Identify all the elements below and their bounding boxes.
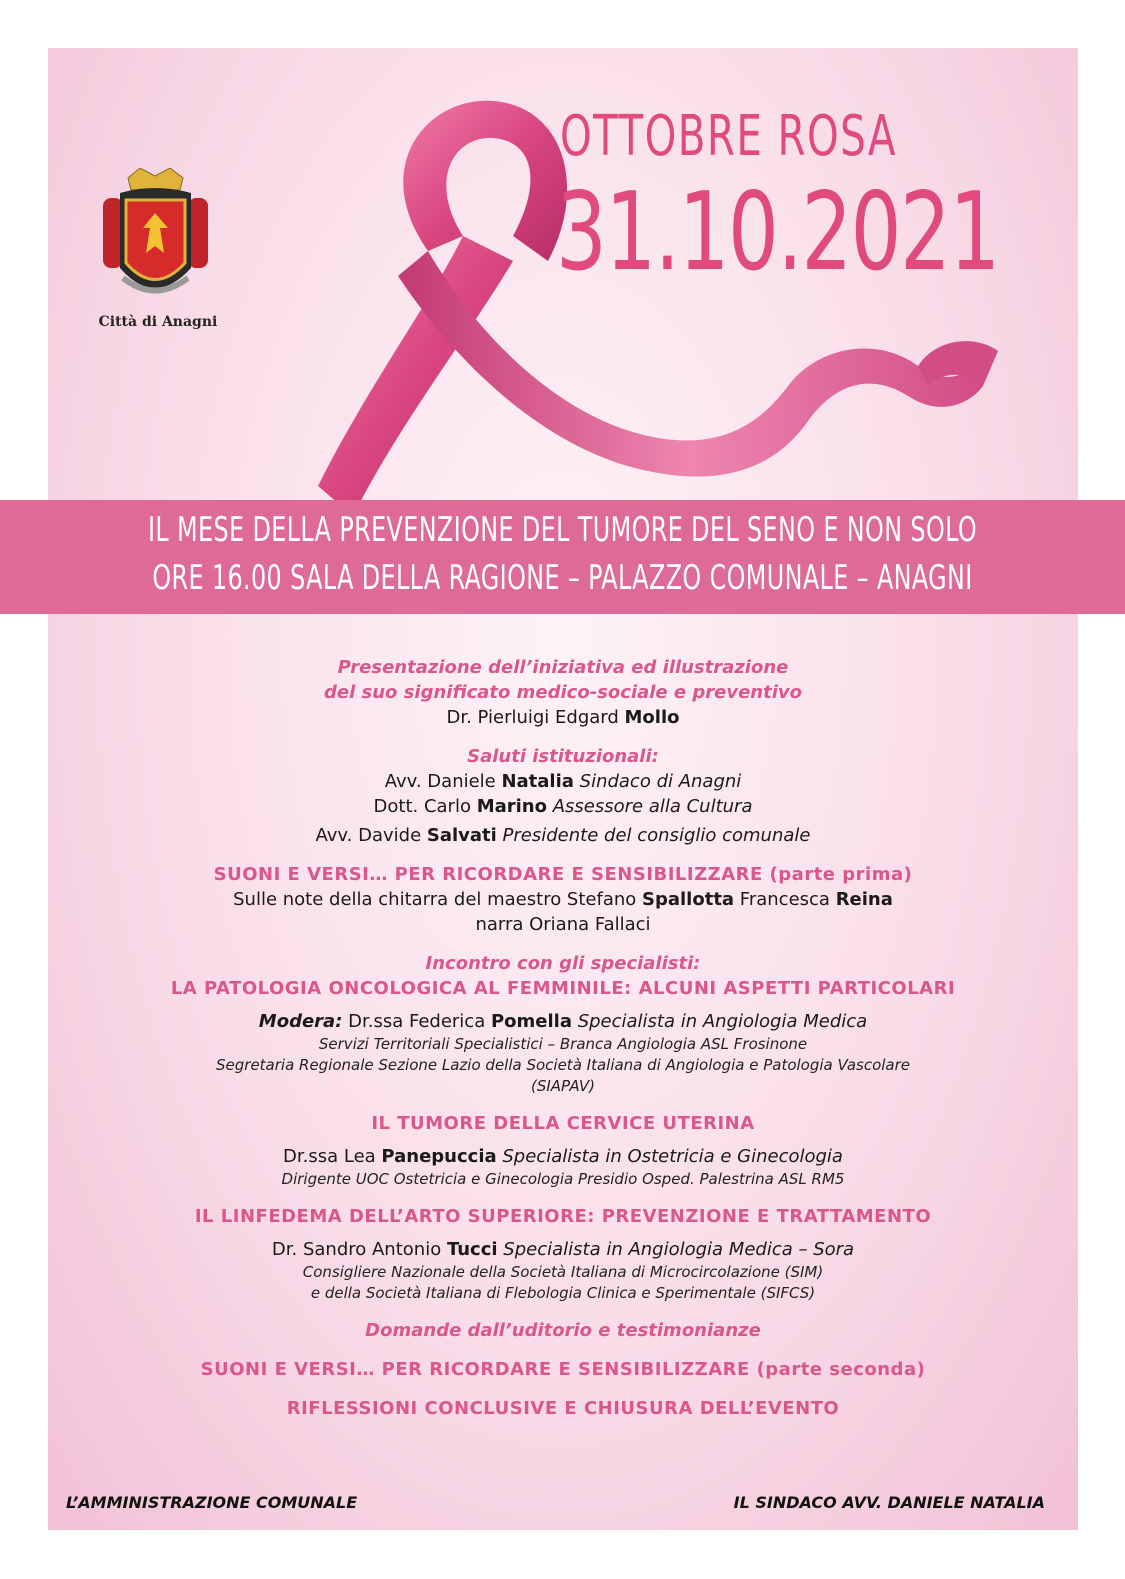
city-crest-icon <box>98 168 213 313</box>
specialists-heading-1: Incontro con gli specialisti: <box>425 953 701 974</box>
intro-heading-2: del suo significato medico-sociale e preventivo <box>324 682 802 703</box>
band-line-2: ORE 16.00 SALA DELLA RAGIONE – PALAZZO COMUNALE – ANAGNI <box>152 558 973 598</box>
greetings-heading: Saluti istituzionali: <box>467 746 659 767</box>
event-date: 31.10.2021 <box>556 170 999 295</box>
lymph-speaker: Dr. Sandro Antonio Tucci Specialista in Angiologia Medica – Sora <box>271 1239 855 1260</box>
moderator-note-1: Servizi Territoriali Specialistici – Branca Angiologia ASL Frosinone <box>318 1035 808 1053</box>
cervix-speaker: Dr.ssa Lea Panepuccia Specialista in Ostetricia e Ginecologia <box>283 1146 843 1167</box>
lymph-note-2: e della Società Italiana di Flebologia Clinica e Sperimentale (SIFCS) <box>310 1284 816 1302</box>
intro-speaker: Dr. Pierluigi Edgard Mollo <box>446 707 680 728</box>
lymph-note-1: Consigliere Nazionale della Società Italiana di Microcircolazione (SIM) <box>302 1263 824 1281</box>
intro-heading-1: Presentazione dell’iniziativa ed illustrazione <box>337 657 789 678</box>
moderator-note-2: Segretaria Regionale Sezione Lazio della Società Italiana di Angiologia e Patologia Vascolare <box>216 1056 910 1074</box>
event-title: OTTOBRE ROSA <box>560 104 897 169</box>
moderator-note-3: (SIAPAV) <box>531 1077 595 1095</box>
band-line-1: IL MESE DELLA PREVENZIONE DEL TUMORE DEL SENO E NON SOLO <box>147 510 978 550</box>
music2-heading: SUONI E VERSI… PER RICORDARE E SENSIBILIZZARE (parte seconda) <box>200 1359 926 1380</box>
questions: Domande dall’uditorio e testimonianze <box>365 1320 761 1341</box>
greeting-item: Avv. Davide Salvati Presidente del consiglio comunale <box>315 825 811 846</box>
music1-line-2: narra Oriana Fallaci <box>475 914 651 935</box>
music1-line-1: Sulle note della chitarra del maestro Stefano Spallotta Francesca Reina <box>233 889 893 910</box>
cervix-note: Dirigente UOC Ostetricia e Ginecologia Presidio Osped. Palestrina ASL RM5 <box>281 1170 845 1188</box>
greeting-item: Avv. Daniele Natalia Sindaco di Anagni <box>384 771 742 792</box>
subtitle-band <box>0 500 1125 614</box>
program <box>48 655 1078 1421</box>
greeting-item: Dott. Carlo Marino Assessore alla Cultura <box>373 796 753 817</box>
cervix-heading: IL TUMORE DELLA CERVICE UTERINA <box>371 1113 755 1134</box>
footer-administration: L’AMMINISTRAZIONE COMUNALE <box>66 1493 358 1512</box>
footer-mayor: IL SINDACO AVV. DANIELE NATALIA <box>733 1493 1045 1512</box>
music1-heading: SUONI E VERSI… PER RICORDARE E SENSIBILIZZARE (parte prima) <box>213 864 913 885</box>
crest-caption: Città di Anagni <box>98 314 218 330</box>
moderator-line: Modera: Dr.ssa Federica Pomella Specialista in Angiologia Medica <box>258 1011 868 1032</box>
closing-heading: RIFLESSIONI CONCLUSIVE E CHIUSURA DELL’EVENTO <box>286 1398 840 1419</box>
specialists-heading-2: LA PATOLOGIA ONCOLOGICA AL FEMMINILE: ALCUNI ASPETTI PARTICOLARI <box>170 978 956 999</box>
lymph-heading: IL LINFEDEMA DELL’ARTO SUPERIORE: PREVENZIONE E TRATTAMENTO <box>194 1206 932 1227</box>
